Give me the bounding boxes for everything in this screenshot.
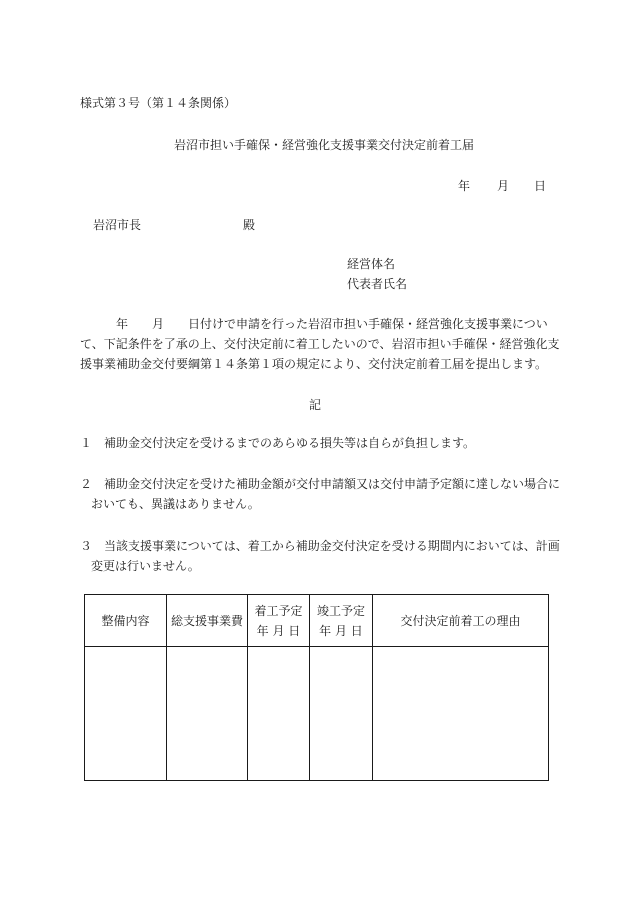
body-text-line: 年 月 日付けで申請を行った岩沼市担い手確保・経営強化支援事業につい (80, 317, 548, 331)
addressee-honorific: 殿 (243, 218, 256, 232)
addressee: 岩沼市長 (93, 218, 142, 232)
form-number: 様式第３号（第１４条関係） (80, 96, 237, 110)
cell-start-date[interactable] (248, 647, 310, 781)
header-completion-label: 竣工予定 (316, 603, 365, 618)
ki-heading: 記 (309, 398, 322, 412)
applicant-organization-label: 経営体名 (347, 257, 396, 271)
header-reason: 交付決定前着工の理由 (373, 595, 549, 647)
condition-item-1: １ 補助金交付決定を受けるまでのあらゆる損失等は自らが負担します。 (80, 436, 476, 450)
condition-item-3: ３ 当該支援事業については、着工から補助金交付決定を受ける期間内においては、計画 (80, 539, 560, 553)
condition-item-2: ２ 補助金交付決定を受けた補助金額が交付申請額又は交付申請予定額に達しない場合に (80, 477, 561, 491)
date-line (458, 180, 546, 192)
header-total-project-cost: 総支援事業費 (167, 595, 248, 647)
header-start-date (248, 595, 310, 647)
applicant-representative-label: 代表者氏名 (347, 277, 408, 291)
body-text-line: て、下記条件を了承の上、交付決定前に着工したいので、岩沼市担い手確保・経営強化支 (80, 337, 560, 351)
body-text-line: 援事業補助金交付要綱第１４条第１項の規定により、交付決定前着工届を提出します。 (80, 357, 548, 371)
table-header-row (85, 595, 549, 647)
header-maintenance-content: 整備内容 (85, 595, 167, 647)
condition-item-2-continued: おいても、異議はありません。 (91, 497, 260, 511)
header-completion-date (310, 595, 373, 647)
date-day-label: 日 (534, 179, 547, 193)
table-row (85, 647, 549, 781)
header-start-ymd: 年 月 日 (256, 623, 301, 638)
cell-maintenance-content[interactable] (85, 647, 167, 781)
condition-item-3-continued: 変更は行いません。 (91, 559, 200, 573)
document-title: 岩沼市担い手確保・経営強化支援事業交付決定前着工届 (174, 138, 475, 152)
header-start-label: 着工予定 (254, 603, 303, 618)
project-table (84, 594, 549, 781)
cell-reason[interactable] (373, 647, 549, 781)
cell-total-project-cost[interactable] (167, 647, 248, 781)
cell-completion-date[interactable] (310, 647, 373, 781)
date-month-label: 月 (497, 179, 510, 193)
header-completion-ymd: 年 月 日 (319, 623, 363, 638)
date-year-label: 年 (458, 179, 471, 193)
